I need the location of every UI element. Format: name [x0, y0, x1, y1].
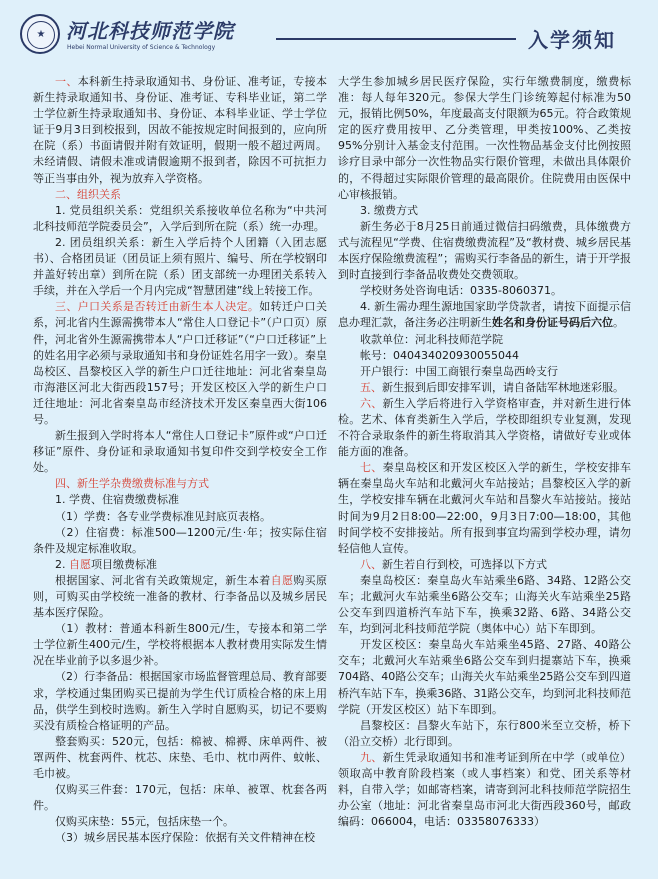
payment-method-paragraph: 新生务必于8月25日前通过微信扫码缴费，具体缴费方式与流程见“学费、住宿费缴费流程”及“教材费、城乡居民基本医疗保险缴费流程”；需购买行李备品的新生，请于开学报到时直接到行李备品收费处交费领取。 [338, 219, 631, 282]
section-5-paragraph: 五、新生报到后即安排军训，请自备陆军林地迷彩服。 [360, 380, 624, 394]
changli-campus-route: 昌黎校区：昌黎火车站下，东行800米至立交桥，桥下（沿立交桥）北行即到。 [338, 718, 631, 748]
section-title: 入学须知 [528, 28, 616, 52]
dorm-fee-item: （2）住宿费：标准500—1200元/生·年；按实际住宿条件及规定标准收取。 [33, 525, 327, 555]
loan-paragraph: 4. 新生需办理生源地国家助学贷款者，请按下面提示信息办理汇款，备注务必注明新生姓名和身份证号码后六位。 [338, 300, 631, 330]
section-2-heading: 二、组织关系 [55, 187, 121, 201]
section-7-paragraph: 七、秦皇岛校区和开发区校区入学的新生，学校安排车辆在秦皇岛火车站和北戴河火车站接站；昌黎校区入学的新生，学校安排车辆在北戴河火车站和昌黎火车站接站。接站时间为9月2日8:00—22:00，9月3日7:00—18:00，其他时间学校不安排接站。所有报到事宜均需到学校办理，请勿轻信他人宣传。 [338, 461, 631, 555]
section-6-paragraph: 六、新生入学后将进行入学资格审查，并对新生进行体检。艺术、体育类新生入学后，学校即组织专业复测，发现不符合录取条件的新生将取消其入学资格，请做好专业或体能方面的准备。 [338, 396, 631, 459]
medical-insurance-continued: 大学生参加城乡居民医疗保险，实行年缴费制度，缴费标准：每人每年320元。参保大学生门诊统筹起付标准为50元，报销比例50%，年度最高支付限额为65元。符合政策规定的医疗费用按甲、乙分类管理，甲类按100%、乙类按95%分别计入基金支付范围。一次性物品基金支付比例按照诊疗目录中部分一次性物品实行限价管理，未做出具体限价的，不得超过实际限价管理的最高限价。住院费用由医保中心审核报销。 [338, 75, 631, 201]
payment-method-subheading: 3. 缴费方式 [360, 203, 418, 217]
account-number: 帐号：040434020930055044 [360, 348, 519, 362]
section-3-heading: 三、户口关系是否转迁由新生本人决定。 [55, 300, 260, 314]
header-divider [276, 38, 516, 40]
textbook-fee-item: （1）教材：普通本科新生800元/生，专接本和第二学士学位新生400元/生，学校将根据本人教材费用实际发生情况在毕业前予以多退少补。 [33, 622, 327, 668]
right-column [338, 74, 631, 830]
section-1-paragraph: 一、本科新生持录取通知书、身份证、准考证，专接本新生持录取通知书、身份证、准考证、专科毕业证，第二学士学位新生持录取通知书、身份证、本科毕业证、学士学位证于9月3日到校报到，因故不能按规定时间报到的，应向所在院（系）书面请假并附有效证明，假期一般不超过两周。未经请假、请假未准或请假逾期不报到者，除因不可抗拒力等正当事由外，视为放弃入学资格。 [33, 75, 328, 185]
school-name-en: Hebei Normal University of Science & Technology [67, 44, 216, 51]
school-seal-logo [20, 14, 60, 54]
section-4-heading: 四、新生学杂费缴费标准与方式 [55, 477, 209, 491]
finance-phone: 学校财务处咨询电话：0335-8060371。 [360, 284, 562, 298]
payee-name: 收款单位：河北科技师范学院 [360, 332, 503, 346]
qinhuangdao-campus-route: 秦皇岛校区：秦皇岛火车站乘坐6路、34路、12路公交车；北戴河火车站乘坐6路公交车；山海关火车站乘坐25路公交车到四道桥汽车站下车，换乘32路、6路、34路公交车，均到河北科技师范学院（奥体中心）站下车即到。 [338, 573, 631, 636]
party-relation-paragraph: 1. 党员组织关系：党组织关系接收单位名称为“中共河北科技师范学院委员会”，入学后到所在院（系）统一办理。 [33, 203, 327, 233]
voluntary-principle-paragraph: 根据国家、河北省有关政策规定，新生本着自愿购买原则，可购买由学校统一准备的教材、行李备品以及城乡居民基本医疗保险。 [33, 573, 328, 620]
section-3-paragraph: 三、户口关系是否转迁由新生本人决定。如转迁户口关系，河北省内生源需携带本人“常住人口登记卡”（户口页）原件，河北省外生源需携带本人“户口迁移证”（“户口迁移证”上的姓名用字必须与录取通知书和身份证姓名用字一致）。秦皇岛校区、昌黎校区入学的新生户口迁往地址：河北省秦皇岛市海港区河北大街西段157号；开发区校区入学的新生户口迁往地址：河北省秦皇岛市经济技术开发区秦皇西大街106号。 [33, 300, 328, 426]
bedding-three-piece: 仅购买三件套：170元，包括：床单、被罩、枕套各两件。 [33, 783, 327, 813]
bedding-mattress-only: 仅购买床垫：55元，包括床垫一个。 [55, 815, 234, 829]
bedding-item: （2）行李备品：根据国家市场监督管理总局、教育部要求，学校通过集团购买已提前为学生代订质检合格的床上用品，供学生到校时选购。新生入学时自愿购买，切记不要购买没有质检合格证明的产品。 [33, 670, 327, 732]
bedding-full-set: 整套购买：520元，包括：棉被、棉褥、床单两件、被罩两件、枕套两件、枕芯、床垫、毛巾、枕巾两件、蚊帐、毛巾被。 [33, 734, 327, 781]
hukou-submission-paragraph: 新生报到入学时将本人“常住人口登记卡”原件或“户口迁移证”原件、身份证和录取通知书复印件交到学校安全工作处。 [33, 429, 327, 475]
development-zone-campus-route: 开发区校区：秦皇岛火车站乘坐45路、27路、40路公交车；北戴河火车站乘坐6路公交车到归提寨站下车，换乘704路、40路公交车；山海关火车站乘坐25路公交车到四道桥汽车站下车，换乘36路、31路公交车，均到河北科技师范学院（开发区校区）站下车即到。 [338, 638, 631, 716]
league-relation-paragraph: 2. 团员组织关系：新生入学后持个人团籍（入团志愿书）、合格团员证（团员证上须有照片、编号、所在学校钢印并盖好转出章）到所在院（系）团支部统一办理团关系转入手续，并在入学后一个月内完成“智慧团建”线上转接工作。 [33, 235, 327, 298]
seal-star-icon: ★ [36, 29, 46, 40]
voluntary-subheading: 2. 自愿项目缴费标准 [55, 557, 157, 571]
page-header [0, 0, 658, 62]
medical-insurance-item: （3）城乡居民基本医疗保险：依据有关文件精神在校 [55, 831, 315, 845]
section-8-heading: 八、新生若自行到校，可选择以下方式 [360, 557, 547, 571]
left-column [33, 74, 327, 847]
tuition-fee-item: （1）学费：各专业学费标准见封底页表格。 [55, 509, 271, 523]
section-1-number: 一、 [55, 75, 78, 88]
tuition-subheading: 1. 学费、住宿费缴费标准 [55, 493, 179, 507]
bank-name: 开户银行：中国工商银行秦皇岛西岭支行 [360, 364, 558, 378]
section-9-paragraph: 九、新生凭录取通知书和准考证到所在中学（或单位）领取高中教育阶段档案（或人事档案）和党、团关系等材料，自带入学；如邮寄档案，请寄到河北科技师范学院招生办公室（地址：河北省秦皇岛市河北大街西段360号，邮政编码：066004，电话：03358076333） [338, 750, 631, 829]
school-name-cn: 河北科技师范学院 [66, 19, 234, 43]
